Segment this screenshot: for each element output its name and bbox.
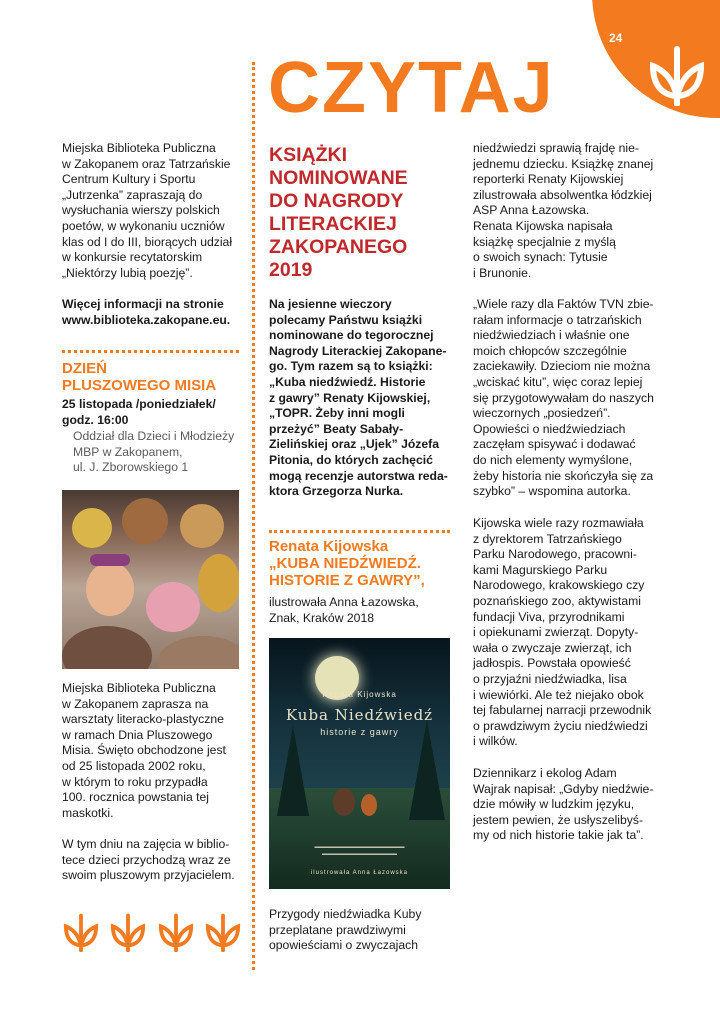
section-title: CZYTAJ [268, 48, 555, 128]
orange-flower-ornament-icon [62, 912, 100, 952]
cover-author: Renata Kijowska [322, 690, 397, 699]
nominations-lead: Na jesienne wieczory polecamy Państwu książki nominowane do tegorocznej Nagrody Literackiej Zakopane- go. Tym razem są to książki: „Kuba niedźwiedź. Historie z gawry” Renaty Kijowskiej, „TOPR. Żeby inni mogli przeżyć” Beaty Sabały- Zielińskiej oraz „Ujek” Józefa Pitonia, do których zachęcić mogą recenzje autorstwa reda- ktora Grzegorza Nurka. [269, 297, 448, 499]
review-paragraph-1: niedźwiedzi sprawią frajdę nie- jednemu dziecku. Książkę znanej reporterki Renaty Kijowskiej zilustrowała absolwentka łódzkiej ASP Anna Łazowska. Renata Kijowska napisała książkę specjalnie z myślą o swoich synach: Tytusie i Brunonie. [473, 141, 654, 280]
tree-shape [409, 720, 445, 820]
more-info-text: Więcej informacji na stronie www.biblioteka.zakopane.eu. [62, 297, 231, 327]
event-paragraph-1: Miejska Biblioteka Publiczna w Zakopanem zaprasza na warsztaty literacko-plastyczne w ramach Dnia Pluszowego Misia. Święto obchodzone jest od 25 listopada 2002 roku, w którym to roku przypadła 100. rocznica powstania tej maskotki. [62, 681, 226, 820]
review-paragraph-3: Kijowska wiele razy rozmawiała z dyrektorem Tatrzańskiego Parku Narodowego, pracowni- kami Magurskiego Parku Narodowego, krakowskiego czy poznańskiego zoo, aktywistami fundacji Viva, przyrodnikami i opiekunami zwierząt. Dopyty- wała o zwyczaje zwierząt, ich jadłospis. Powstała opowieść o przyjaźni niedźwiadka, lisa i wiewiórki. Ale też niejako obok tej fabularnej narracji przewodnik o prawdziwym życiu niedźwiedzi i wilków. [473, 516, 652, 749]
cover-blurb-lines: ▬▬▬▬▬▬▬▬▬▬▬▬▬▬▬▬▬▬ ▬▬▬▬▬▬▬▬▬▬▬▬▬▬▬ [314, 844, 405, 857]
nominations-heading: KSIĄŻKI NOMINOWANE DO NAGRODY LITERACKIEJ ZAKOPANEGO 2019 [269, 144, 408, 281]
page-number: 24 [609, 31, 623, 45]
event-title: DZIEŃ PLUSZOWEGO MISIA [62, 360, 217, 394]
event-paragraph-2: W tym dniu na zajęcia w biblio- tece dzieci przychodzą wraz ze swoim pluszowym przyjacielem. [62, 837, 235, 883]
orange-flower-ornament-icon [157, 912, 195, 952]
crowd-shape [62, 626, 152, 669]
intro-paragraph: Miejska Biblioteka Publiczna w Zakopanem oraz Tatrzańskie Centrum Kultury i Sportu „Jutrzenka” zapraszają do wysłuchania wierszy polskich poetów, w wykonaniu uczniów klas od I do III, biorących udział w konkursie recytatorskim „Niektórzy lubią poezję”. [62, 141, 233, 280]
crowd-shape [158, 636, 239, 669]
event-date: 25 listopada /poniedziałek/ godz. 16:00 [62, 397, 216, 427]
teddy-bear-shape [180, 504, 224, 548]
closing-paragraph: Przygody niedźwiadka Kuby przeplatane prawdziwymi opowieściami o zwyczajach [269, 907, 422, 953]
cover-title: Kuba Niedźwiedź [285, 706, 434, 724]
bear-figure-shape [333, 788, 355, 816]
pink-teddy-shape [146, 582, 200, 632]
orange-flower-ornament-icon [204, 912, 242, 952]
divider-dotted [62, 350, 239, 353]
teddy-bear-shape [198, 554, 239, 612]
flower-ornament-icon [647, 44, 707, 106]
child-face-shape [86, 562, 134, 616]
cover-illustrator: ilustrowała Anna Łazowska [310, 870, 409, 876]
column-divider-dotted [252, 62, 255, 970]
teddy-bear-shape [122, 498, 168, 544]
review-paragraph-2: „Wiele razy dla Faktów TVN zbie- rałam informacje o tatrzańskich niedźwiedziach i właśnie one moich chłopców szczególnie zaciekawiły. Dzieciom nie można „wciskać kitu”, więc coraz lepiej się przygotowywałam do naszych wieczornych „posiedzeń”. Opowieści o niedźwiedziach zaczęłam spisywać i dodawać do nich elementy wymyślone, żeby historia nie skończyła się za szybko” – wspomina autorka. [473, 297, 654, 499]
book-title: „KUBA NIEDŹWIEDŹ. HISTORIE Z GAWRY”, [269, 555, 425, 589]
book-author: Renata Kijowska [269, 538, 389, 555]
teddy-bear-shape [72, 508, 112, 548]
cover-subtitle: historie z gawry [320, 727, 399, 737]
flower-ornament-row [62, 912, 242, 954]
review-paragraph-4: Dziennikarz i ekolog Adam Wajrak napisał: „Gdyby niedźwie- dzie mówiły w ludzkim języku, jestem pewien, że usłyszelibyś- my od nich historie takie jak ta”. [473, 766, 654, 843]
fox-figure-shape [361, 794, 377, 816]
orange-flower-ornament-icon [109, 912, 147, 952]
event-place: Oddział dla Dzieci i Młodzieży MBP w Zakopanem, ul. J. Zborowskiego 1 [73, 429, 235, 475]
divider-dotted [269, 530, 450, 533]
book-cover-image [269, 638, 450, 889]
book-info: ilustrowała Anna Łazowska, Znak, Kraków 2018 [269, 595, 419, 625]
page-corner-badge [592, 0, 720, 118]
tree-shape [277, 726, 309, 816]
children-with-teddy-bears-photo [62, 490, 239, 669]
paper-crown-shape [90, 554, 130, 566]
